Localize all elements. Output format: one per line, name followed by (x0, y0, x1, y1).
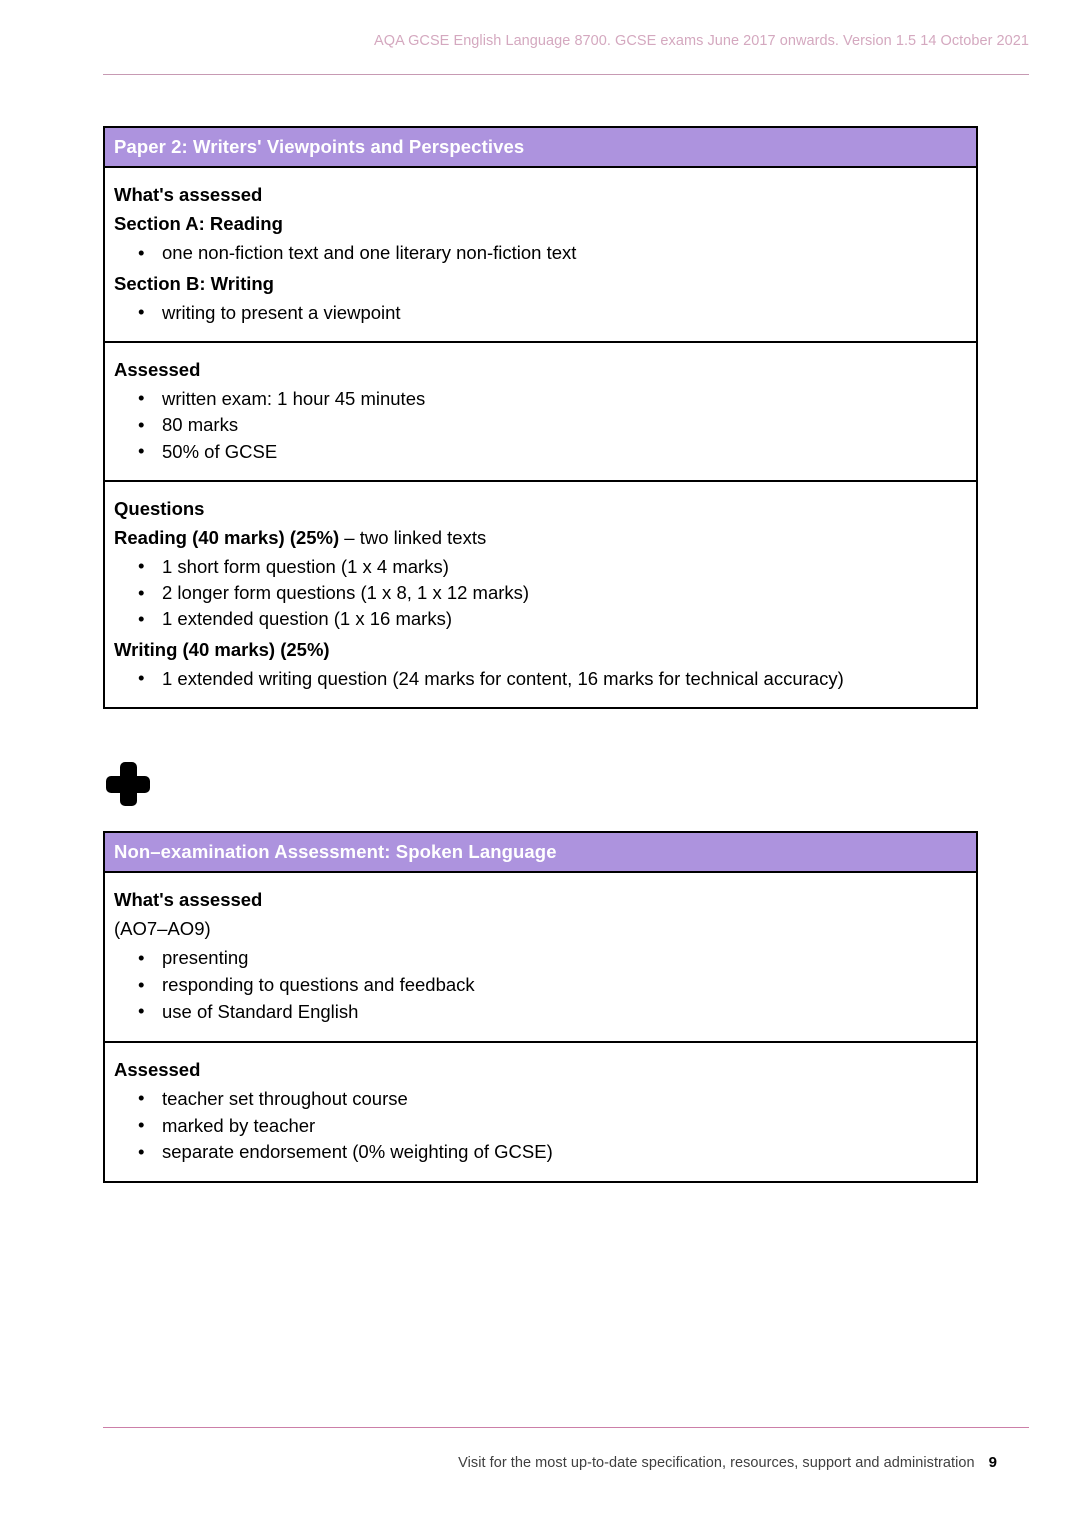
page-number: 9 (988, 1454, 997, 1471)
plus-icon (106, 762, 150, 806)
footer-divider-rule (103, 1427, 1029, 1428)
footer-text: Visit for the most up-to-date specification, resources, support and administration (458, 1455, 975, 1471)
heading-whats-assessed: What's assessed (114, 184, 263, 206)
list-item: • use of Standard English (105, 999, 976, 1026)
list-item: • separate endorsement (0% weighting of GCSE) (105, 1139, 976, 1166)
list-item: • written exam: 1 hour 45 minutes (105, 386, 976, 412)
bullet-list-assessed (105, 386, 976, 465)
assessment-objectives-note: (AO7–AO9) (114, 918, 211, 940)
section-questions-paper-2 (105, 480, 976, 707)
table-title-nea: Non–examination Assessment: Spoken Language (105, 833, 976, 871)
list-item: • writing to present a viewpoint (105, 300, 976, 326)
section-whats-assessed-paper-2 (105, 166, 976, 341)
list-item: • 80 marks (105, 412, 976, 438)
running-header: AQA GCSE English Language 8700. GCSE exams June 2017 onwards. Version 1.5 14 October 2021 (374, 33, 1029, 49)
list-item: • responding to questions and feedback (105, 972, 976, 999)
plus-icon-vertical-bar (120, 762, 137, 806)
heading-assessed: Assessed (114, 358, 201, 380)
list-item: • 50% of GCSE (105, 439, 976, 465)
bullet-list-section-b (105, 300, 976, 326)
header-divider-rule (103, 74, 1029, 75)
bullet-list-writing-questions (105, 666, 976, 692)
heading-assessed: Assessed (114, 1058, 201, 1080)
list-item: • marked by teacher (105, 1113, 976, 1140)
section-whats-assessed-nea (105, 871, 976, 1041)
bullet-list-assessed-nea (105, 1086, 976, 1166)
list-item: • one non-fiction text and one literary non-fiction text (105, 240, 976, 266)
reading-marks-line (105, 526, 976, 550)
list-item: • presenting (105, 945, 976, 972)
table-title-paper-2: Paper 2: Writers' Viewpoints and Perspectives (105, 128, 976, 166)
section-assessed-nea (105, 1041, 976, 1181)
section-assessed-paper-2 (105, 341, 976, 480)
list-item: • 1 extended question (1 x 16 marks) (105, 606, 976, 632)
bullet-list-whats-assessed-nea (105, 945, 976, 1025)
spec-table-paper-2 (103, 126, 978, 709)
list-item: • teacher set throughout course (105, 1086, 976, 1113)
writing-marks-label: Writing (40 marks) (25%) (114, 638, 330, 660)
spec-table-non-examination-assessment (103, 831, 978, 1183)
running-footer (103, 1454, 997, 1471)
reading-marks-detail: – two linked texts (339, 526, 487, 548)
heading-section-b-writing: Section B: Writing (114, 272, 274, 294)
bullet-list-reading-questions (105, 554, 976, 633)
list-item: • 1 short form question (1 x 4 marks) (105, 554, 976, 580)
heading-questions: Questions (114, 497, 205, 519)
reading-marks-label: Reading (40 marks) (25%) (114, 526, 340, 548)
bullet-list-section-a (105, 240, 976, 266)
heading-section-a-reading: Section A: Reading (114, 213, 283, 235)
list-item: • 2 longer form questions (1 x 8, 1 x 12 marks) (105, 580, 976, 606)
list-item: • 1 extended writing question (24 marks for content, 16 marks for technical accuracy) (105, 666, 976, 692)
heading-whats-assessed: What's assessed (114, 889, 263, 911)
